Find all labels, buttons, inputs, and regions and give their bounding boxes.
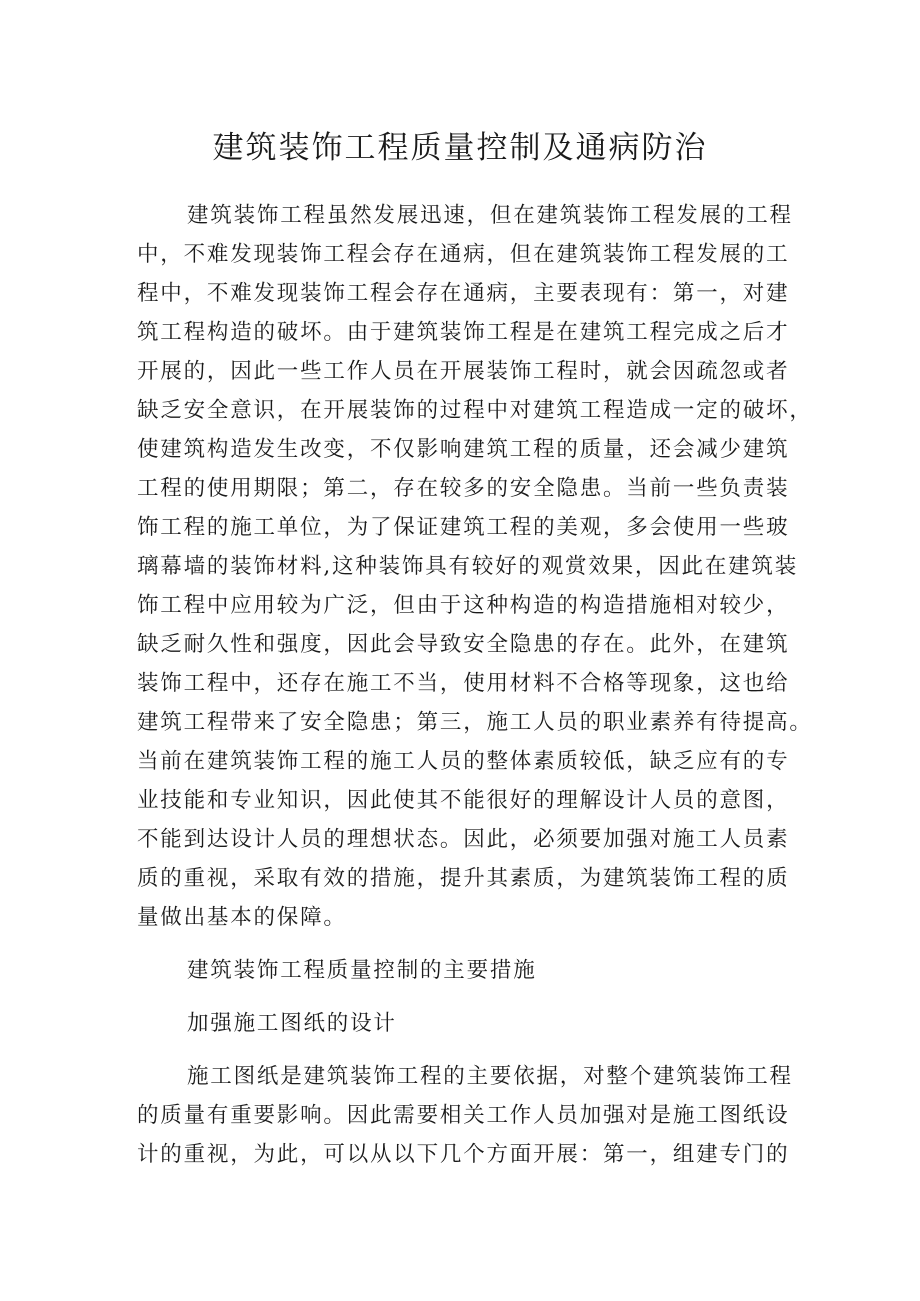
paragraph-1-line: 建筑装饰工程虽然发展迅速，但在建筑装饰工程发展的工程 xyxy=(187,203,793,228)
section-heading: 建筑装饰工程质量控制的主要措施 xyxy=(187,958,537,983)
paragraph-1-line: 当前在建筑装饰工程的施工人员的整体素质较低，缺乏应有的专 xyxy=(137,749,790,774)
paragraph-1-line: 量做出基本的保障。 xyxy=(137,905,347,930)
paragraph-1-line: 缺乏耐久性和强度，因此会导致安全隐患的存在。此外，在建筑 xyxy=(137,632,790,657)
paragraph-1-line: 程中，不难发现装饰工程会存在通病，主要表现有：第一，对建 xyxy=(137,281,790,306)
paragraph-1-line: 工程的使用期限；第二，存在较多的安全隐患。当前一些负责装 xyxy=(137,476,790,501)
paragraph-1-line: 筑工程构造的破坏。由于建筑装饰工程是在建筑工程完成之后才 xyxy=(137,320,790,345)
paragraph-1-line: 缺乏安全意识，在开展装饰的过程中对建筑工程造成一定的破坏， xyxy=(137,398,813,423)
paragraph-4-line: 的质量有重要影响。因此需要相关工作人员加强对是施工图纸设 xyxy=(137,1103,790,1128)
paragraph-4-line: 施工图纸是建筑装饰工程的主要依据，对整个建筑装饰工程 xyxy=(187,1064,793,1089)
paragraph-1-line: 质的重视，采取有效的措施，提升其素质，为建筑装饰工程的质 xyxy=(137,866,790,891)
paragraph-1-line: 使建筑构造发生改变，不仅影响建筑工程的质量，还会减少建筑 xyxy=(137,437,790,462)
paragraph-1-line: 建筑工程带来了安全隐患；第三，施工人员的职业素养有待提高。 xyxy=(137,710,813,735)
paragraph-1-line: 中，不难发现装饰工程会存在通病，但在建筑装饰工程发展的工 xyxy=(137,242,790,267)
paragraph-1-line: 装饰工程中，还存在施工不当，使用材料不合格等现象，这也给 xyxy=(137,671,790,696)
document-title: 建筑装饰工程质量控制及通病防治 xyxy=(212,130,708,166)
paragraph-1-line: 不能到达设计人员的理想状态。因此，必须要加强对施工人员素 xyxy=(137,827,790,852)
paragraph-1-line: 璃幕墙的装饰材料,这种装饰具有较好的观赏效果，因此在建筑装 xyxy=(137,554,799,579)
paragraph-1-line: 饰工程中应用较为广泛，但由于这种构造的构造措施相对较少， xyxy=(137,593,790,618)
paragraph-4-line: 计的重视，为此，可以从以下几个方面开展：第一，组建专门的 xyxy=(137,1142,790,1167)
paragraph-1-line: 业技能和专业知识，因此使其不能很好的理解设计人员的意图， xyxy=(137,788,790,813)
paragraph-1-line: 开展的，因此一些工作人员在开展装饰工程时，就会因疏忽或者 xyxy=(137,359,790,384)
paragraph-1-line: 饰工程的施工单位，为了保证建筑工程的美观，多会使用一些玻 xyxy=(137,515,790,540)
subsection-heading: 加强施工图纸的设计 xyxy=(187,1011,397,1036)
